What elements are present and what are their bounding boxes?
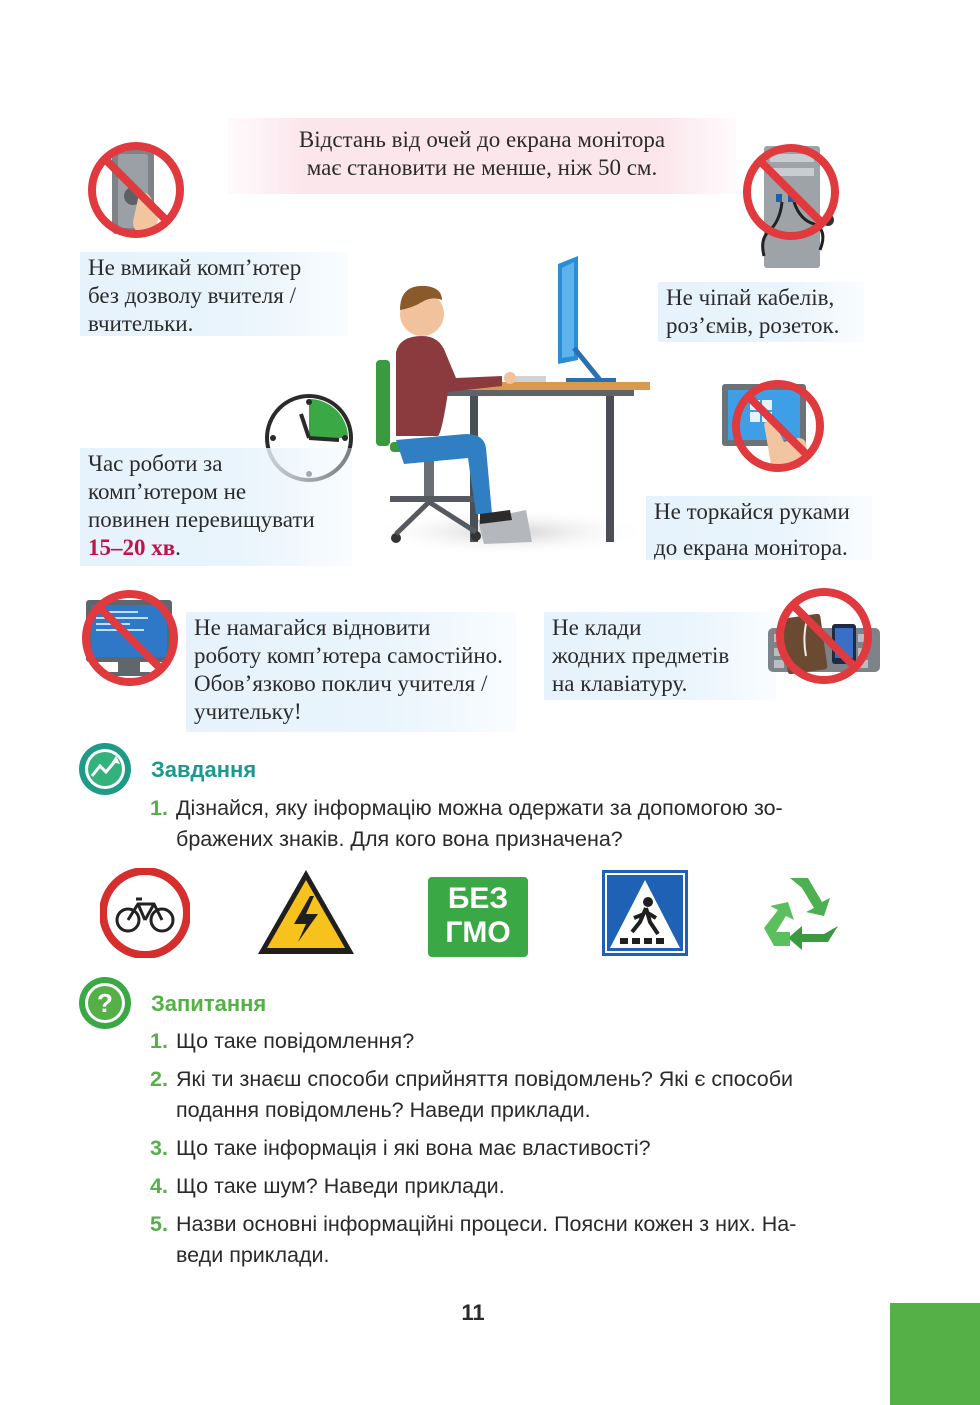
question-item-5-number: 5. bbox=[150, 1212, 168, 1236]
question-item-5-line-1: Назви основні інформаційні процеси. Поясни кожен з них. На- bbox=[176, 1212, 797, 1236]
distance-tip-line-1: Відстань від очей до екрана монітора bbox=[298, 127, 666, 152]
question-item-5 bbox=[150, 1209, 872, 1271]
recycling-sign-icon bbox=[756, 870, 846, 956]
keyboard-tip bbox=[544, 612, 776, 700]
restore-tip-line-1: Не намагайся відновити bbox=[194, 615, 431, 640]
question-item-1-number: 1. bbox=[150, 1029, 168, 1053]
task-chart-icon bbox=[78, 742, 132, 796]
no-cables-icon bbox=[742, 140, 846, 272]
no-power-button-icon bbox=[84, 138, 188, 242]
restore-tip bbox=[186, 612, 516, 732]
keyboard-tip-line-3: на клавіатуру. bbox=[552, 671, 688, 696]
no-items-on-keyboard-icon bbox=[764, 586, 884, 690]
time-tip-line-4 bbox=[88, 534, 344, 562]
time-tip-end: . bbox=[175, 535, 181, 560]
task-list bbox=[150, 793, 872, 855]
no-touch-screen-icon bbox=[718, 378, 830, 478]
question-item-3 bbox=[150, 1133, 872, 1164]
question-item-4-number: 4. bbox=[150, 1174, 168, 1198]
time-tip-line-1: Час роботи за bbox=[88, 451, 223, 476]
restore-tip-line-2: роботу комп’ютера самостійно. bbox=[194, 643, 503, 668]
distance-tip-line-2: має становити не менше, ніж 50 см. bbox=[306, 155, 658, 180]
task-heading: Завдання bbox=[151, 757, 257, 782]
pedestrian-crossing-sign-icon bbox=[600, 868, 690, 958]
no-bicycles-sign-icon bbox=[100, 868, 190, 958]
no-self-repair-icon bbox=[78, 588, 184, 688]
touch-tip-line-1: Не торкайся руками bbox=[654, 499, 850, 524]
cables-tip bbox=[658, 282, 864, 342]
gmo-free-sign-line-2: ГМО bbox=[445, 916, 511, 949]
gmo-free-sign bbox=[428, 877, 528, 957]
task-item-1 bbox=[150, 793, 872, 855]
question-item-4-line-1: Що таке шум? Наведи приклади. bbox=[176, 1174, 505, 1198]
high-voltage-sign-icon bbox=[254, 866, 358, 958]
time-tip-line-2: комп’ютером не bbox=[88, 479, 247, 504]
question-item-2-line-1: Які ти знаєш способи сприйняття повідомлень? Які є способи bbox=[176, 1067, 794, 1091]
restore-tip-line-4: учительку! bbox=[194, 699, 302, 724]
question-item-1 bbox=[150, 1026, 872, 1057]
power-tip-line-3: вчительки. bbox=[88, 311, 194, 336]
restore-tip-line-3: Обов’язково поклич учителя / bbox=[194, 671, 488, 696]
question-item-4 bbox=[150, 1171, 872, 1202]
page-number: 11 bbox=[461, 1300, 485, 1325]
distance-tip bbox=[228, 118, 736, 194]
question-item-2 bbox=[150, 1064, 872, 1126]
power-tip-line-2: без дозволу вчителя / bbox=[88, 283, 296, 308]
cables-tip-line-2: роз’ємів, розеток. bbox=[666, 313, 840, 338]
power-tip-line-1: Не вмикай комп’ютер bbox=[88, 255, 302, 280]
keyboard-tip-line-2: жодних предметів bbox=[552, 643, 730, 668]
question-item-3-line-1: Що таке інформація і які вона має властивості? bbox=[176, 1136, 651, 1160]
question-item-2-number: 2. bbox=[150, 1067, 168, 1091]
gmo-free-sign-line-1: БЕЗ bbox=[447, 882, 509, 915]
questions-list bbox=[150, 1026, 872, 1271]
question-item-2-line-2: подання повідомлень? Наведи приклади. bbox=[176, 1098, 591, 1122]
task-item-1-number: 1. bbox=[150, 796, 168, 820]
cables-tip-line-1: Не чіпай кабелів, bbox=[666, 285, 835, 310]
time-tip bbox=[80, 448, 352, 566]
task-item-1-line-2: бражених знаків. Для кого вона призначена? bbox=[176, 827, 623, 851]
questions-heading: Запитання bbox=[151, 991, 267, 1016]
touch-tip-line-2: до екрана монітора. bbox=[654, 535, 848, 560]
keyboard-tip-line-1: Не клади bbox=[552, 615, 642, 640]
touch-tip bbox=[646, 496, 872, 560]
task-item-1-line-1: Дізнайся, яку інформацію можна одержати за допомогою зо- bbox=[176, 796, 783, 820]
svg-text:?: ? bbox=[97, 988, 113, 1018]
time-limit-highlight: 15–20 хв bbox=[88, 535, 176, 560]
question-item-5-line-2: веди приклади. bbox=[176, 1243, 330, 1267]
question-item-1-line-1: Що таке повідомлення? bbox=[176, 1029, 415, 1053]
question-item-3-number: 3. bbox=[150, 1136, 168, 1160]
page-corner-tab bbox=[890, 1303, 980, 1405]
time-tip-line-3: повинен перевищувати bbox=[88, 507, 315, 532]
power-tip bbox=[80, 252, 348, 336]
question-icon bbox=[78, 976, 132, 1030]
child-at-computer-illustration bbox=[360, 252, 660, 552]
